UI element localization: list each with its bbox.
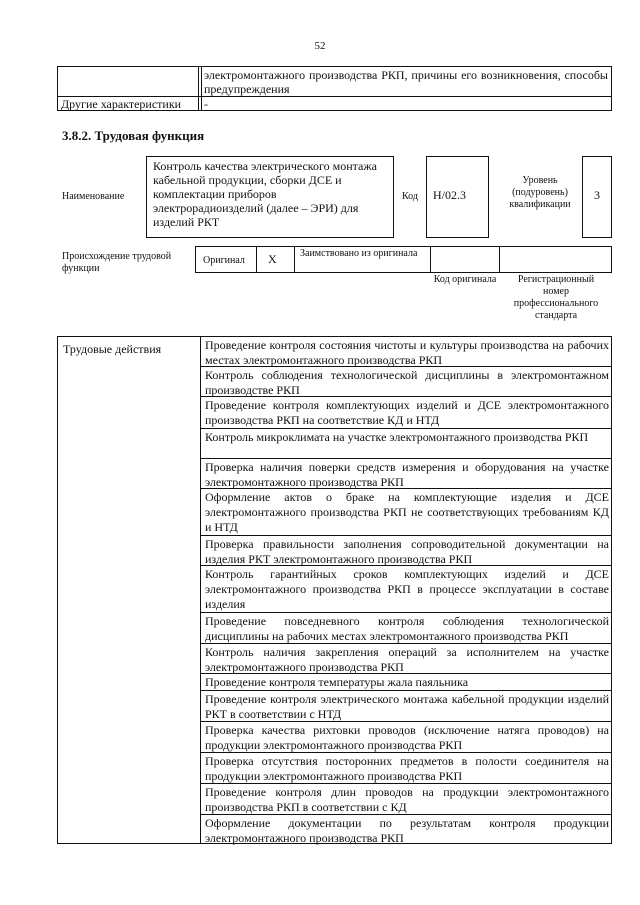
code-label: Код	[402, 191, 418, 202]
borrowed-cell	[294, 246, 431, 273]
list-item: Контроль гарантийных сроков комплектующих изделий и ДСЕ электромонтажного производства РКП в процессе эксплуатации в составе изделия	[201, 566, 612, 613]
list-item: Проверка отсутствия посторонних предметов в полости соединителя на продукции электромонтажного производства РКП	[201, 753, 612, 784]
list-item: Проверка качества рихтовки проводов (исключение натяга проводов) на продукции электромонтажного производства РКП	[201, 722, 612, 753]
section-title: 3.8.2. Трудовая функция	[62, 128, 205, 143]
other-characteristics-value: -	[204, 97, 208, 111]
original-code-caption: Код оригинала	[433, 274, 497, 285]
original-cell	[195, 246, 257, 273]
registration-number-caption: Регистрационный номер профессионального стандарта	[513, 274, 599, 321]
list-item: Проверка правильности заполнения сопроводительной документации на изделия РКТ электромонтажного производства РКП	[201, 536, 612, 566]
continuation-text: электромонтажного производства РКП, причины его возникновения, способы предупреждения	[204, 68, 608, 96]
list-item: Проведение контроля длин проводов на продукции электромонтажного производства РКП в соответствии с КД	[201, 784, 612, 815]
origin-row	[195, 246, 612, 273]
function-code-value: Н/02.3	[426, 156, 489, 238]
divider	[198, 67, 199, 110]
list-item: Оформление актов о браке на комплектующие изделия и ДСЕ электромонтажного производства РКП не соответствующих требованиям КД и НТД	[201, 489, 612, 536]
qualification-level-value: 3	[582, 156, 612, 238]
labor-actions-label: Трудовые действия	[63, 342, 162, 356]
registration-number-cell	[499, 246, 612, 273]
borrowed-label: Заимствовано из оригинала	[300, 248, 418, 259]
list-item: Контроль микроклимата на участке электромонтажного производства РКП	[201, 429, 612, 459]
continuation-table	[57, 66, 612, 111]
function-name-value: Контроль качества электрического монтажа кабельной продукции, сборки ДСЕ и комплектации приборов электрорадиоизделий (далее – ЭРИ) для изделий РКТ	[146, 156, 394, 238]
list-item: Проведение контроля температуры жала паяльника	[201, 674, 612, 691]
list-item: Проведение повседневного контроля соблюдения технологической дисциплины на рабочих местах электромонтажного производства РКП	[201, 613, 612, 644]
origin-label: Происхождение трудовой функции	[62, 251, 172, 274]
original-mark-cell	[256, 246, 295, 273]
other-characteristics-label: Другие характеристики	[61, 97, 182, 111]
divider	[201, 67, 202, 110]
list-item: Проведение контроля состояния чистоты и культуры производства на рабочих местах электромонтажного производства РКП	[201, 337, 612, 367]
original-mark: X	[268, 252, 277, 266]
list-item: Оформление документации по результатам контроля продукции электромонтажного производства РКП	[205, 816, 609, 845]
list-item: Контроль наличия закрепления операций за исполнителем на участке электромонтажного производства РКП	[201, 644, 612, 674]
list-item: Проведение контроля электрического монтажа кабельной продукции изделий РКТ в соответствии с НТД	[201, 691, 612, 722]
qualification-level-label: Уровень (подуровень) квалификации	[509, 175, 571, 210]
page-number: 52	[314, 40, 326, 52]
name-label: Наименование	[62, 191, 125, 202]
original-label: Оригинал	[203, 255, 245, 266]
original-code-cell	[430, 246, 500, 273]
labor-actions-table	[57, 336, 612, 844]
list-item: Проверка наличия поверки средств измерения и оборудования на участке электромонтажного производства РКП	[201, 459, 612, 489]
list-item: Контроль соблюдения технологической дисциплины в электромонтажном производстве РКП	[201, 367, 612, 397]
labor-actions-list	[201, 337, 612, 845]
list-item: Проведение контроля комплектующих изделий и ДСЕ электромонтажного производства РКП на соответствие КД и НТД	[201, 397, 612, 429]
